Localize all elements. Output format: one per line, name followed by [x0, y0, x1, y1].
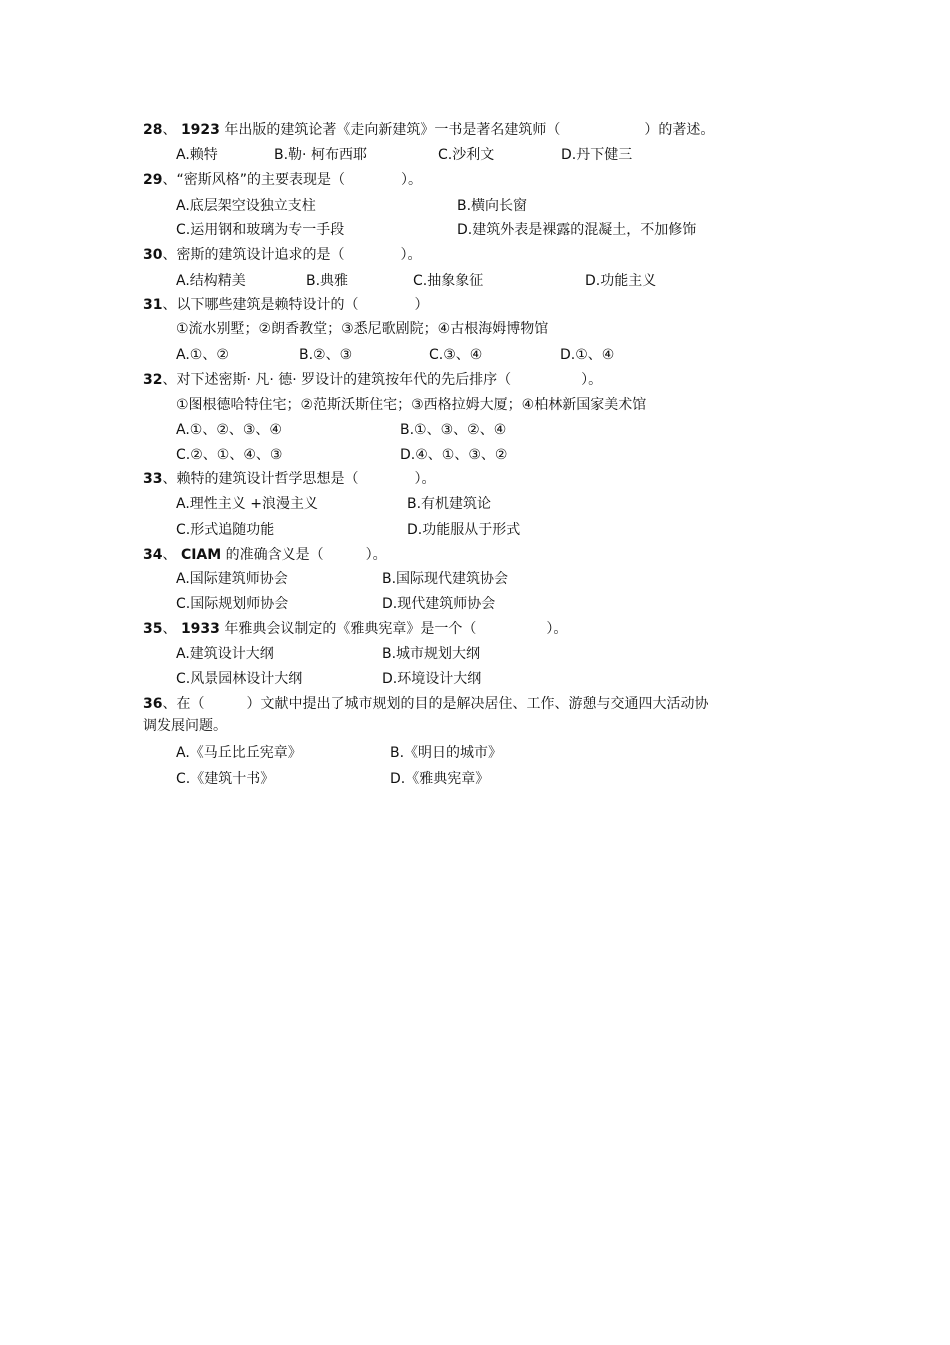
- question-text: 年出版的建筑论著《走向新建筑》一书是著名建筑师（ ）的著述。: [219, 122, 715, 138]
- option-a: A.赖特: [176, 147, 218, 163]
- option-c: C.国际规划师协会: [176, 596, 289, 612]
- option-d: D.建筑外表是裸露的混凝土，不加修饰: [457, 222, 697, 238]
- question-text: 、以下哪些建筑是赖特设计的（ ）: [162, 297, 429, 313]
- option-a: A.①、②: [176, 347, 229, 363]
- option-b: B.②、③: [299, 347, 353, 363]
- option-a: A.理性主义 +浪漫主义: [176, 496, 318, 512]
- option-a: A.①、②、③、④: [176, 422, 282, 438]
- question-34: [143, 546, 387, 564]
- question-number: 34: [143, 547, 163, 563]
- question-continuation: 调发展问题。: [143, 718, 227, 734]
- option-d: D.功能服从于形式: [407, 522, 521, 538]
- question-text: 、: [162, 621, 181, 637]
- question-32: [143, 371, 602, 389]
- question-31: [143, 296, 428, 314]
- option-d: D.④、①、③、②: [400, 447, 508, 463]
- option-c: C.《建筑十书》: [176, 771, 275, 787]
- option-c: C.形式追随功能: [176, 522, 275, 538]
- question-28: [143, 121, 714, 139]
- question-year: 1923: [180, 122, 220, 138]
- option-a: A.底层架空设独立支柱: [176, 198, 316, 214]
- question-text: 、对下述密斯· 凡· 德· 罗设计的建筑按年代的先后排序（ ）。: [162, 372, 603, 388]
- option-b: B.《明日的城市》: [390, 745, 503, 761]
- question-text: 、“密斯风格”的主要表现是（ ）。: [162, 172, 422, 188]
- question-text: 、赖特的建筑设计哲学思想是（ ）。: [162, 471, 436, 487]
- option-b: B.典雅: [306, 273, 349, 289]
- option-d: D.①、④: [560, 347, 615, 363]
- option-d: D.丹下健三: [561, 147, 633, 163]
- option-a: A.国际建筑师协会: [176, 571, 288, 587]
- option-c: C.③、④: [429, 347, 483, 363]
- question-number: 30: [143, 247, 163, 263]
- option-d: D.《雅典宪章》: [390, 771, 490, 787]
- option-c: C.②、①、④、③: [176, 447, 283, 463]
- option-c: C.沙利文: [438, 147, 495, 163]
- option-c: C.抽象象征: [413, 273, 484, 289]
- option-d: D.功能主义: [585, 273, 657, 289]
- question-number: 28: [143, 122, 163, 138]
- question-text: 的准确含义是（ ）。: [221, 547, 387, 563]
- option-b: B.国际现代建筑协会: [382, 571, 509, 587]
- question-29: [143, 171, 422, 189]
- question-text: 、密斯的建筑设计追求的是（ ）。: [162, 247, 422, 263]
- option-d: D.环境设计大纲: [382, 671, 482, 687]
- option-d: D.现代建筑师协会: [382, 596, 496, 612]
- option-b: B.有机建筑论: [407, 496, 492, 512]
- option-a: A.结构精美: [176, 273, 246, 289]
- question-year: 1933: [180, 621, 220, 637]
- question-36: [143, 695, 708, 713]
- option-c: C.风景园林设计大纲: [176, 671, 303, 687]
- option-b: B.勒· 柯布西耶: [274, 147, 367, 163]
- option-b: B.城市规划大纲: [382, 646, 481, 662]
- option-a: A.建筑设计大纲: [176, 646, 274, 662]
- question-text: 、在（ ）文献中提出了城市规划的目的是解决居住、工作、游憩与交通四大活动协: [162, 696, 709, 712]
- question-number: 35: [143, 621, 163, 637]
- option-c: C.运用钢和玻璃为专一手段: [176, 222, 345, 238]
- question-text: 、: [162, 547, 181, 563]
- question-30: [143, 246, 421, 264]
- question-number: 31: [143, 297, 163, 313]
- question-number: 33: [143, 471, 163, 487]
- question-sub-list: ①流水别墅；②朗香教堂；③悉尼歌剧院；④古根海姆博物馆: [176, 321, 549, 337]
- option-b: B.①、③、②、④: [400, 422, 507, 438]
- question-33: [143, 470, 435, 488]
- question-text: 、: [162, 122, 181, 138]
- question-acronym: CIAM: [180, 547, 222, 563]
- option-b: B.横向长窗: [457, 198, 528, 214]
- question-number: 36: [143, 696, 163, 712]
- question-35: [143, 620, 567, 638]
- question-number: 29: [143, 172, 163, 188]
- option-a: A.《马丘比丘宪章》: [176, 745, 302, 761]
- question-text: 年雅典会议制定的《雅典宪章》是一个（ ）。: [219, 621, 568, 637]
- question-number: 32: [143, 372, 163, 388]
- question-sub-list: ①图根德哈特住宅；②范斯沃斯住宅；③西格拉姆大厦；④柏林新国家美术馆: [176, 397, 647, 413]
